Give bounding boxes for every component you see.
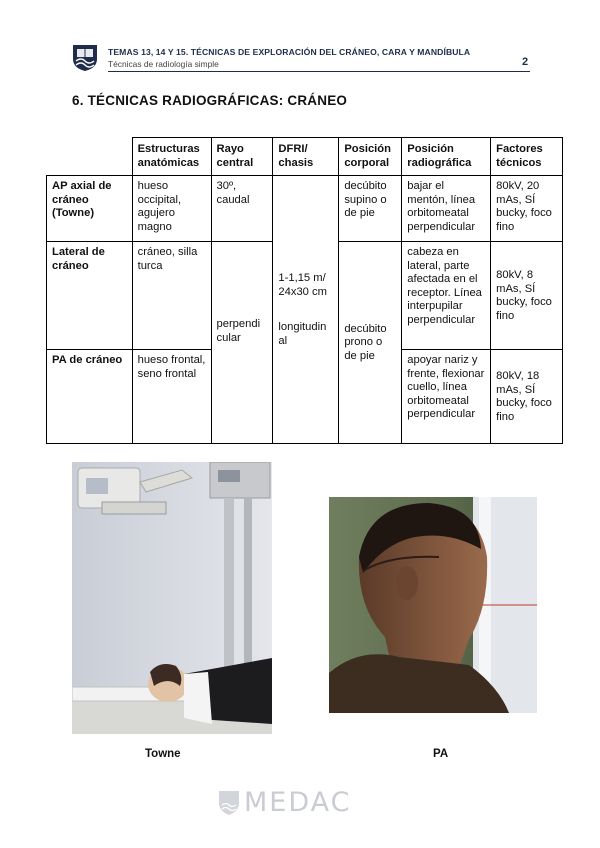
table-cell-posicion-shared: decúbito prono o de pie <box>339 242 402 444</box>
table-header-row <box>47 138 563 176</box>
rayo-lower-text: perpendi cular <box>216 318 261 344</box>
table-cell: 30º, caudal <box>211 176 273 242</box>
column-header: Estructuras anatómicas <box>132 138 211 176</box>
row-header: AP axial de cráneo (Towne) <box>47 176 133 242</box>
column-header: Posición radiográfica <box>402 138 491 176</box>
column-header: Posición corporal <box>339 138 402 176</box>
table-cell: hueso frontal, seno frontal <box>132 350 211 444</box>
header-title: TEMAS 13, 14 Y 15. TÉCNICAS DE EXPLORACIÓN DEL CRÁNEO, CARA Y MANDÍBULA <box>108 47 471 57</box>
rayo-spacer <box>217 246 268 318</box>
table-cell: hueso occipital, agujero magno <box>132 176 211 242</box>
table-cell: 80kV, 8 mAs, SÍ bucky, foco fino <box>491 242 563 350</box>
table-cell: bajar el mentón, línea orbitomeatal perpendicular <box>402 176 491 242</box>
table-cell: cráneo, silla turca <box>132 242 211 350</box>
towne-caption: Towne <box>145 748 181 760</box>
footer-brand-logo <box>218 787 378 819</box>
table-cell: decúbito supino o de pie <box>339 176 402 242</box>
dfri-orientation: longitudin al <box>278 321 327 347</box>
table-cell: cabeza en lateral, parte afectada en el receptor. Línea interpupilar perpendicular <box>402 242 491 350</box>
radiographic-techniques-table <box>46 137 563 444</box>
pa-position-photo <box>329 497 537 713</box>
table-cell: 80kV, 18 mAs, SÍ bucky, foco fino <box>491 350 563 444</box>
row-header: PA de cráneo <box>47 350 133 444</box>
column-header: Factores técnicos <box>491 138 563 176</box>
towne-photo-illustration <box>72 462 272 734</box>
table-cell-rayo-shared <box>211 242 273 444</box>
page-number: 2 <box>522 56 529 68</box>
column-header: DFRI/ chasis <box>273 138 339 176</box>
table-corner-cell <box>47 138 133 176</box>
table-cell-dfri <box>273 176 339 444</box>
pa-caption: PA <box>433 748 449 760</box>
towne-position-photo <box>72 462 272 734</box>
medac-shield-logo-icon <box>72 44 98 72</box>
header-divider <box>108 71 530 72</box>
dfri-distance: 1-1,15 m/ 24x30 cm <box>278 272 327 298</box>
column-header: Rayo central <box>211 138 273 176</box>
footer-shield-icon <box>218 790 240 816</box>
footer-brand-text: MEDAC <box>244 787 352 818</box>
header-subtitle: Técnicas de radiología simple <box>108 59 219 69</box>
table-row <box>47 176 563 242</box>
pa-photo-illustration <box>329 497 537 713</box>
table-cell: apoyar nariz y frente, flexionar cuello, línea orbitomeatal perpendicular <box>402 350 491 444</box>
page-header <box>72 44 532 74</box>
dfri-spacer <box>278 299 333 321</box>
row-header: Lateral de cráneo <box>47 242 133 350</box>
section-title: 6. TÉCNICAS RADIOGRÁFICAS: CRÁNEO <box>72 93 348 108</box>
table-cell: 80kV, 20 mAs, SÍ bucky, foco fino <box>491 176 563 242</box>
